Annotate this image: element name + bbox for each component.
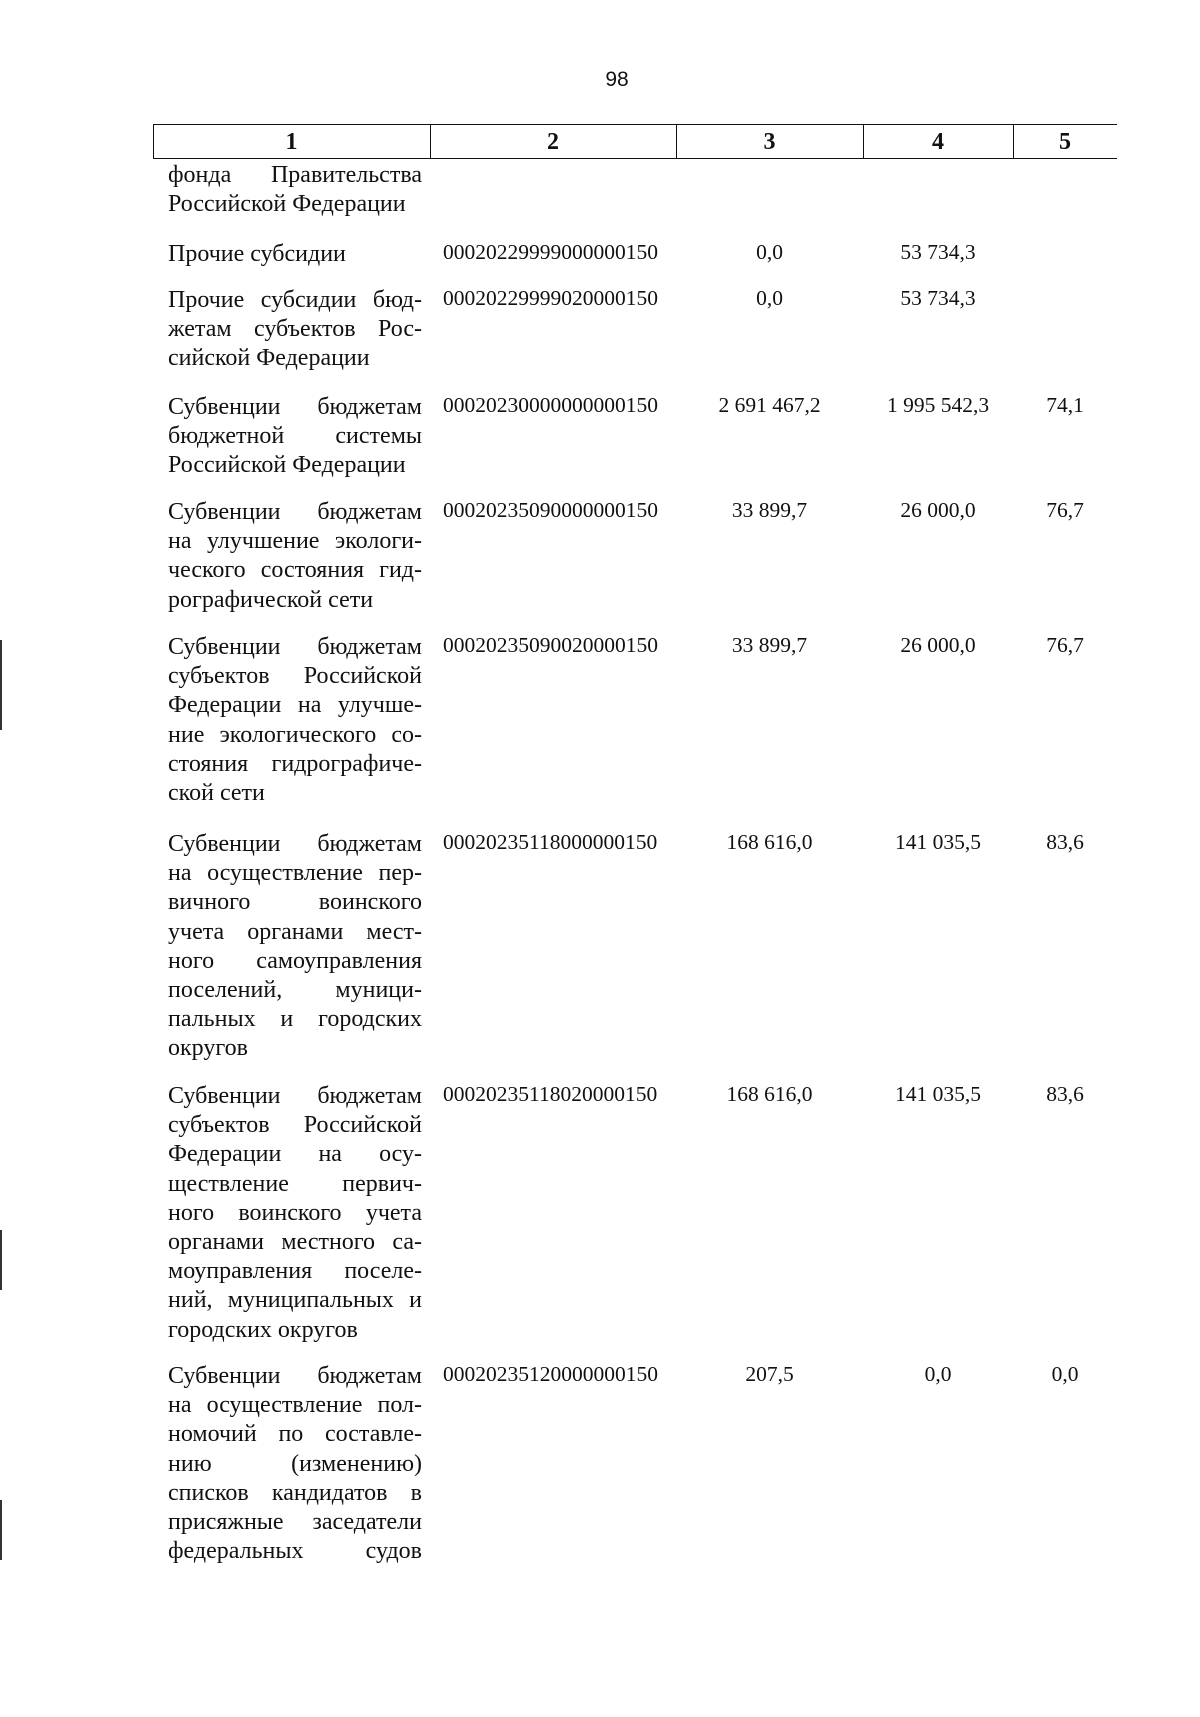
row-name-line: Российской Федерации (168, 452, 406, 479)
row-name (168, 240, 422, 269)
row-name-line: на улучшение экологи- (168, 528, 422, 555)
header-col-2: 2 (547, 129, 559, 155)
header-col-3: 3 (763, 129, 776, 155)
row-code: 00020229999000000150 (443, 240, 658, 264)
row-value-col3: 33 899,7 (731, 633, 808, 657)
row-value-col4: 1 995 542,3 (886, 393, 990, 417)
row-code: 00020229999020000150 (443, 286, 658, 310)
row-name-line: Российской Федерации (168, 191, 406, 218)
row-name-line: бюджетной системы (168, 423, 422, 450)
row-name-line: рографической сети (168, 586, 374, 613)
row-name-line: Субвенции бюджетам (168, 499, 422, 525)
row-value-col3: 168 616,0 (726, 1082, 813, 1106)
scan-artifact (0, 1230, 2, 1290)
row-name-line: ного самоуправления (168, 947, 422, 974)
row-name-line: пальных и городских (168, 1006, 422, 1033)
row-name-line: на осуществление пол- (168, 1392, 422, 1419)
row-name-line: вичного воинского (168, 889, 422, 916)
row-name-line: жетам субъектов Рос- (168, 316, 422, 343)
row-name-line: учета органами мест- (168, 918, 422, 945)
row-name-line: списков кандидатов в (168, 1479, 422, 1506)
row-value-col3: 0,0 (756, 286, 783, 310)
row-name (168, 498, 422, 615)
row-name-line: Субвенции бюджетам (168, 831, 422, 857)
table-top-border (153, 124, 1117, 125)
row-name-line: ний, муниципальных и (168, 1287, 422, 1314)
row-name-line: округов (168, 1035, 248, 1062)
row-value-col4: 26 000,0 (900, 498, 976, 522)
row-name-line: субъектов Российской (168, 663, 422, 690)
row-value-col3: 0,0 (756, 240, 783, 264)
row-value-col3: 168 616,0 (726, 830, 813, 854)
row-value-col5: 76,7 (1046, 498, 1084, 522)
header-col-5: 5 (1059, 129, 1071, 155)
scan-artifact (0, 1500, 2, 1560)
row-name-line: ской сети (168, 780, 265, 807)
row-value-col5: 83,6 (1046, 1082, 1084, 1106)
row-name-line: городских округов (168, 1316, 358, 1343)
row-name-line: ного воинского учета (168, 1199, 422, 1226)
row-code: 00020235090020000150 (443, 633, 658, 657)
row-name-line: федеральных судов (168, 1538, 422, 1565)
row-name-line: фонда Правительства (168, 162, 422, 188)
row-name-line: присяжные заседатели (168, 1509, 422, 1536)
row-value-col3: 2 691 467,2 (718, 393, 821, 417)
row-code: 00020235118020000150 (443, 1082, 658, 1106)
row-value-col4: 141 035,5 (895, 1082, 981, 1106)
row-value-col3: 33 899,7 (731, 498, 808, 522)
row-name-line: Субвенции бюджетам (168, 1363, 422, 1389)
table-header-border (153, 158, 1117, 159)
row-value-col4: 0,0 (924, 1362, 952, 1386)
row-name-line: ние экологического со- (168, 721, 422, 748)
row-name-line: ществление первич- (168, 1170, 422, 1197)
row-value-col4: 141 035,5 (895, 830, 981, 854)
row-code: 00020235090000000150 (443, 498, 658, 522)
row-name-line: стояния гидрографиче- (168, 750, 422, 777)
row-name-line: Федерации на улучше- (168, 692, 422, 719)
row-name (168, 1362, 422, 1566)
row-value-col4: 53 734,3 (900, 240, 976, 264)
row-value-col5: 76,7 (1046, 633, 1084, 657)
row-name-line: номочий по составле- (168, 1421, 422, 1448)
row-value-col4: 53 734,3 (900, 286, 976, 310)
row-name-line: органами местного са- (168, 1229, 422, 1256)
row-name-line: Субвенции бюджетам (168, 634, 422, 660)
row-name (168, 161, 422, 219)
row-code: 00020230000000000150 (443, 393, 658, 417)
row-name-line: Федерации на осу- (168, 1141, 422, 1168)
row-name-line: нию (изменению) (168, 1450, 422, 1477)
row-name-line: Субвенции бюджетам (168, 1083, 422, 1109)
row-name-line: субъектов Российской (168, 1112, 422, 1139)
row-code: 00020235120000000150 (443, 1362, 658, 1386)
row-value-col3: 207,5 (745, 1362, 794, 1386)
row-name-line: поселений, муници- (168, 977, 422, 1004)
row-name-line: ческого состояния гид- (168, 557, 422, 584)
row-value-col5: 0,0 (1051, 1362, 1079, 1386)
scan-artifact (0, 640, 2, 730)
header-col-4: 4 (932, 129, 944, 155)
row-name-line: моуправления поселе- (168, 1258, 422, 1285)
page-number: 98 (605, 68, 629, 91)
row-name-line: Субвенции бюджетам (168, 394, 422, 420)
row-name (168, 393, 422, 481)
row-name-line: сийской Федерации (168, 345, 370, 372)
row-value-col4: 26 000,0 (900, 633, 976, 657)
header-col-1: 1 (285, 129, 298, 155)
row-name (168, 633, 422, 808)
row-name-line: Прочие субсидии (168, 241, 346, 267)
row-name (168, 830, 422, 1064)
row-value-col5: 74,1 (1046, 393, 1084, 417)
row-name (168, 1082, 422, 1345)
row-name (168, 286, 422, 374)
row-code: 00020235118000000150 (443, 830, 658, 854)
row-value-col5: 83,6 (1046, 830, 1084, 854)
row-name-line: Прочие субсидии бюд- (168, 287, 422, 313)
row-name-line: на осуществление пер- (168, 860, 422, 887)
